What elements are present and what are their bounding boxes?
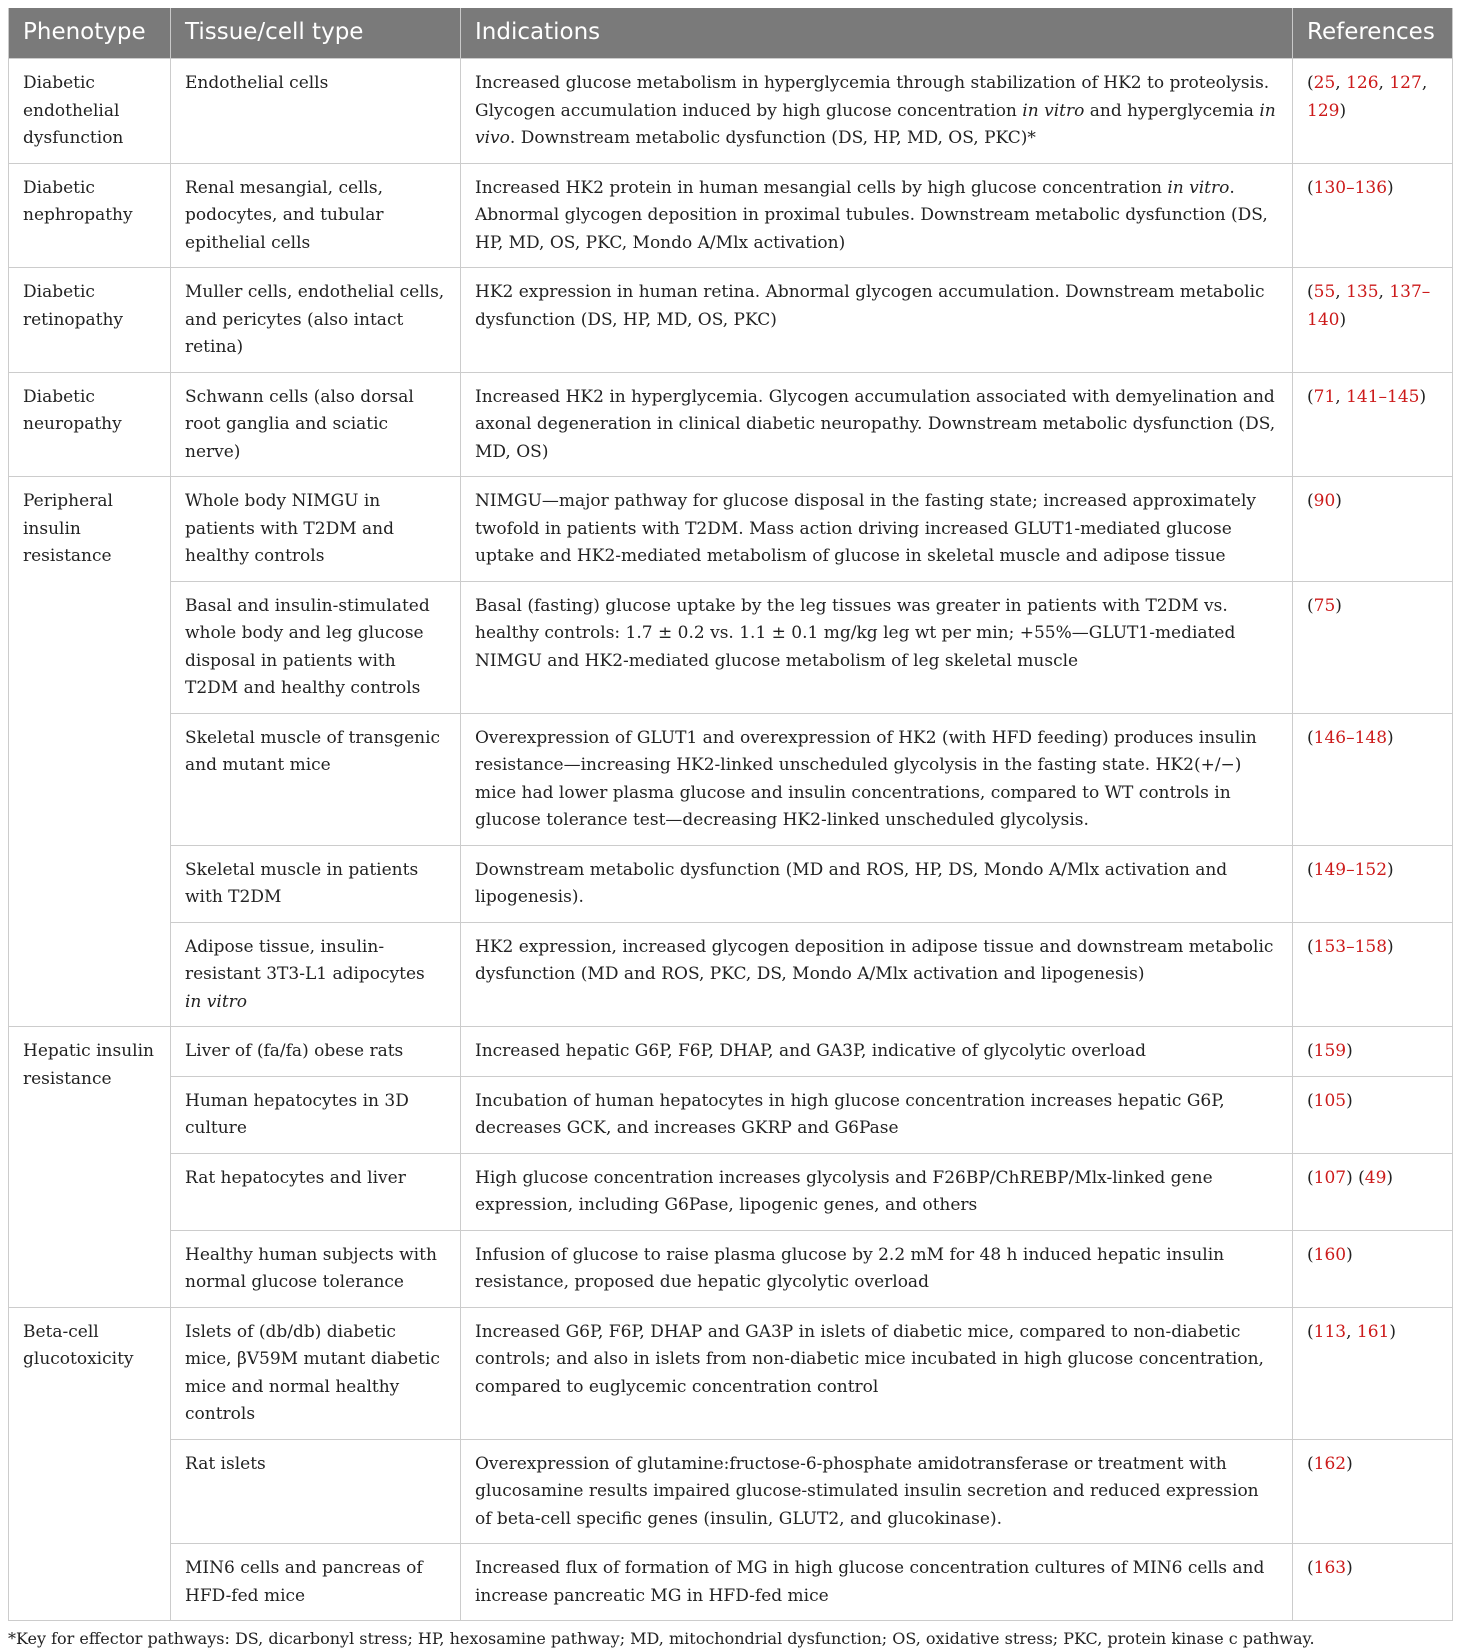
references-cell[interactable]: (162) <box>1293 1439 1453 1544</box>
indications-cell: Increased HK2 in hyperglycemia. Glycogen accumulation associated with demyelination and axonal degeneration in clinical diabetic neuropathy. Downstream metabolic dysfunction (DS, MD, OS) <box>461 372 1293 477</box>
references-cell[interactable]: (113, 161) <box>1293 1307 1453 1439</box>
references-cell[interactable]: (107) (49) <box>1293 1153 1453 1230</box>
phenotype-cell: Hepatic insulin resistance <box>9 1027 171 1308</box>
header-tissue: Tissue/cell type <box>171 8 461 59</box>
table-row <box>9 1153 1453 1230</box>
tissue-cell: MIN6 cells and pancreas of HFD-fed mice <box>171 1544 461 1621</box>
references-cell[interactable]: (159) <box>1293 1027 1453 1077</box>
tissue-cell: Rat hepatocytes and liver <box>171 1153 461 1230</box>
indications-cell: Overexpression of GLUT1 and overexpression of HK2 (with HFD feeding) produces insulin resistance—increasing HK2-linked unscheduled glycolysis in the fasting state. HK2(+/−) mice had lower plasma glucose and insulin concentrations, compared to WT controls in glucose tolerance test—decreasing HK2-linked unscheduled glycolysis. <box>461 713 1293 845</box>
table-row <box>9 581 1453 713</box>
references-cell[interactable]: (75) <box>1293 581 1453 713</box>
indications-cell: Incubation of human hepatocytes in high glucose concentration increases hepatic G6P, decreases GCK, and increases GKRP and G6Pase <box>461 1076 1293 1153</box>
tissue-cell: Islets of (db/db) diabetic mice, βV59M mutant diabetic mice and normal healthy controls <box>171 1307 461 1439</box>
phenotype-cell: Peripheral insulin resistance <box>9 477 171 1027</box>
references-cell[interactable]: (71, 141–145) <box>1293 372 1453 477</box>
tissue-cell: Whole body NIMGU in patients with T2DM and healthy controls <box>171 477 461 582</box>
phenotype-cell: Diabetic retinopathy <box>9 268 171 373</box>
tissue-cell: Healthy human subjects with normal glucose tolerance <box>171 1230 461 1307</box>
references-cell[interactable]: (146–148) <box>1293 713 1453 845</box>
table-row <box>9 477 1453 582</box>
table-row <box>9 1230 1453 1307</box>
header-indications: Indications <box>461 8 1293 59</box>
indications-cell: Downstream metabolic dysfunction (MD and ROS, HP, DS, Mondo A/Mlx activation and lipogenesis). <box>461 845 1293 922</box>
tissue-cell: Basal and insulin-stimulated whole body and leg glucose disposal in patients with T2DM and healthy controls <box>171 581 461 713</box>
tissue-cell: Endothelial cells <box>171 59 461 164</box>
indications-cell: HK2 expression in human retina. Abnormal glycogen accumulation. Downstream metabolic dysfunction (DS, HP, MD, OS, PKC) <box>461 268 1293 373</box>
table-row <box>9 372 1453 477</box>
indications-cell: Overexpression of glutamine:fructose-6-phosphate amidotransferase or treatment with glucosamine results impaired glucose-stimulated insulin secretion and reduced expression of beta-cell specific genes (insulin, GLUT2, and glucokinase). <box>461 1439 1293 1544</box>
references-cell[interactable]: (105) <box>1293 1076 1453 1153</box>
table-row <box>9 1076 1453 1153</box>
indications-cell: Basal (fasting) glucose uptake by the leg tissues was greater in patients with T2DM vs. healthy controls: 1.7 ± 0.2 vs. 1.1 ± 0.1 mg/kg leg wt per min; +55%—GLUT1-mediated NIMGU and HK2-mediated glucose metabolism of leg skeletal muscle <box>461 581 1293 713</box>
indications-cell: Increased G6P, F6P, DHAP and GA3P in islets of diabetic mice, compared to non-diabetic controls; and also in islets from non-diabetic mice incubated in high glucose concentration, compared to euglycemic concentration control <box>461 1307 1293 1439</box>
table-row <box>9 713 1453 845</box>
table-row <box>9 1027 1453 1077</box>
table-header-row <box>9 8 1453 59</box>
references-cell[interactable]: (160) <box>1293 1230 1453 1307</box>
phenotype-cell: Diabetic neuropathy <box>9 372 171 477</box>
tissue-cell: Rat islets <box>171 1439 461 1544</box>
tissue-cell: Schwann cells (also dorsal root ganglia and sciatic nerve) <box>171 372 461 477</box>
phenotype-cell: Beta-cell glucotoxicity <box>9 1307 171 1621</box>
tissue-cell: Human hepatocytes in 3D culture <box>171 1076 461 1153</box>
table-row <box>9 1307 1453 1439</box>
table-row <box>9 1544 1453 1621</box>
phenotype-cell: Diabetic endothelial dysfunction <box>9 59 171 164</box>
header-phenotype: Phenotype <box>9 8 171 59</box>
references-cell[interactable]: (55, 135, 137–140) <box>1293 268 1453 373</box>
references-cell[interactable]: (153–158) <box>1293 922 1453 1027</box>
table-row <box>9 845 1453 922</box>
indications-cell: Infusion of glucose to raise plasma glucose by 2.2 mM for 48 h induced hepatic insulin resistance, proposed due hepatic glycolytic overload <box>461 1230 1293 1307</box>
tissue-cell: Skeletal muscle in patients with T2DM <box>171 845 461 922</box>
indications-cell: Increased HK2 protein in human mesangial cells by high glucose concentration in vitro. Abnormal glycogen deposition in proximal tubules. Downstream metabolic dysfunction (DS, HP, MD, OS, PKC, Mondo A/Mlx activation) <box>461 163 1293 268</box>
phenotype-cell: Diabetic nephropathy <box>9 163 171 268</box>
indications-cell: NIMGU—major pathway for glucose disposal in the fasting state; increased approximately twofold in patients with T2DM. Mass action driving increased GLUT1-mediated glucose uptake and HK2-mediated metabolism of glucose in skeletal muscle and adipose tissue <box>461 477 1293 582</box>
table-row <box>9 922 1453 1027</box>
table-row <box>9 163 1453 268</box>
header-references: References <box>1293 8 1453 59</box>
indications-cell: Increased glucose metabolism in hyperglycemia through stabilization of HK2 to proteolysis. Glycogen accumulation induced by high glucose concentration in vitro and hyperglycemia in vivo. Downstream metabolic dysfunction (DS, HP, MD, OS, PKC)* <box>461 59 1293 164</box>
table-footnote: *Key for effector pathways: DS, dicarbonyl stress; HP, hexosamine pathway; MD, mitochondrial dysfunction; OS, oxidative stress; PKC, protein kinase c pathway. <box>8 1629 1315 1648</box>
tissue-cell: Muller cells, endothelial cells, and pericytes (also intact retina) <box>171 268 461 373</box>
table-row <box>9 59 1453 164</box>
references-cell[interactable]: (130–136) <box>1293 163 1453 268</box>
tissue-cell: Skeletal muscle of transgenic and mutant mice <box>171 713 461 845</box>
references-cell[interactable]: (90) <box>1293 477 1453 582</box>
indications-cell: Increased hepatic G6P, F6P, DHAP, and GA3P, indicative of glycolytic overload <box>461 1027 1293 1077</box>
references-cell[interactable]: (149–152) <box>1293 845 1453 922</box>
indications-cell: Increased flux of formation of MG in high glucose concentration cultures of MIN6 cells and increase pancreatic MG in HFD-fed mice <box>461 1544 1293 1621</box>
indications-cell: High glucose concentration increases glycolysis and F26BP/ChREBP/Mlx-linked gene expression, including G6Pase, lipogenic genes, and others <box>461 1153 1293 1230</box>
table-row <box>9 268 1453 373</box>
references-cell[interactable]: (163) <box>1293 1544 1453 1621</box>
references-cell[interactable]: (25, 126, 127, 129) <box>1293 59 1453 164</box>
tissue-cell: Adipose tissue, insulin-resistant 3T3-L1 adipocytes in vitro <box>171 922 461 1027</box>
table-container <box>8 8 1452 1648</box>
table-row <box>9 1439 1453 1544</box>
tissue-cell: Renal mesangial, cells, podocytes, and tubular epithelial cells <box>171 163 461 268</box>
tissue-cell: Liver of (fa/fa) obese rats <box>171 1027 461 1077</box>
indications-cell: HK2 expression, increased glycogen deposition in adipose tissue and downstream metabolic dysfunction (MD and ROS, PKC, DS, Mondo A/Mlx activation and lipogenesis) <box>461 922 1293 1027</box>
phenotype-table <box>8 8 1453 1621</box>
